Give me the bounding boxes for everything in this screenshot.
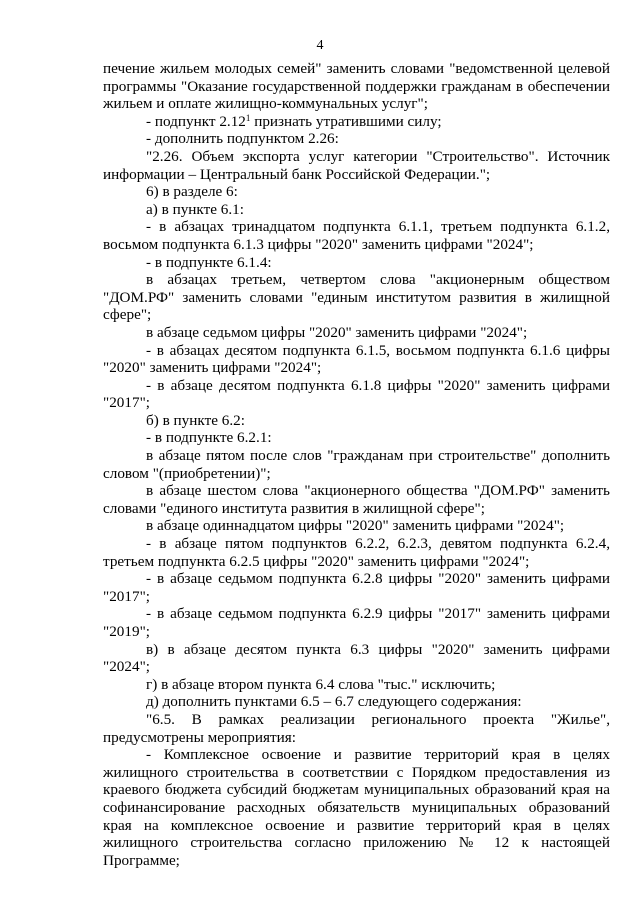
paragraph: в абзаце шестом слова "акционерного общества "ДОМ.РФ" заменить словами "единого института развития в жилищной сфере";: [103, 482, 610, 517]
paragraph: б) в пункте 6.2:: [146, 411, 245, 429]
paragraph: д) дополнить пунктами 6.5 – 6.7 следующего содержания:: [146, 693, 522, 711]
paragraph: в) в абзаце десятом пункта 6.3 цифры "2020" заменить цифрами "2024";: [103, 640, 610, 676]
paragraph: в абзацах третьем, четвертом слова "акционерным обществом "ДОМ.РФ" заменить словами "единым институтом развития в жилищной сфере";: [103, 271, 610, 324]
paragraph: - в абзацах десятом подпункта 6.1.5, восьмом подпункта 6.1.6 цифры "2020" заменить цифрами "2024";: [103, 341, 610, 377]
paragraph: - в подпункте 6.2.1:: [146, 429, 272, 447]
superscript-marker: 1: [245, 112, 251, 123]
paragraph-subclause-2-12-suffix: признать утратившими силу;: [250, 112, 442, 130]
paragraph: а) в пункте 6.1:: [146, 200, 244, 218]
paragraph: - в абзаце десятом подпункта 6.1.8 цифры "2020" заменить цифрами "2017";: [103, 376, 610, 412]
paragraph: "6.5. В рамках реализации регионального проекта "Жилье", предусмотрены мероприятия:: [103, 710, 610, 746]
paragraph-subclause-2-12: [103, 113, 610, 131]
paragraph: в абзаце пятом после слов "гражданам при строительстве" дополнить словом "(приобретении)";: [103, 447, 610, 482]
paragraph: - в абзаце седьмом подпункта 6.2.8 цифры "2020" заменить цифрами "2017";: [103, 570, 610, 605]
paragraph: - Комплексное освоение и развитие территорий края в целях жилищного строительства в соответствии с Порядком предоставления из краевого бюджета субсидий бюджетам муниципальных образований края на софинансирование расходных обязательств муниципальных образований края на комплексное освоение и развитие территорий края в целях жилищного строительства согласно приложению № 12 к настоящей Программе;: [103, 746, 610, 869]
paragraph: - в абзацах тринадцатом подпункта 6.1.1, третьем подпункта 6.1.2, восьмом подпункта 6.1.3 цифры "2020" заменить цифрами "2024";: [103, 218, 610, 253]
paragraph: в абзаце одиннадцатом цифры "2020" заменить цифрами "2024";: [146, 517, 565, 535]
paragraph: в абзаце седьмом цифры "2020" заменить цифрами "2024";: [146, 323, 528, 341]
paragraph: - дополнить подпунктом 2.26:: [146, 130, 339, 148]
paragraph: 6) в разделе 6:: [146, 183, 238, 201]
paragraph-subclause-2-12-prefix: - подпункт 2.12: [146, 112, 246, 130]
paragraph-continuation: печение жильем молодых семей" заменить словами "ведомственной целевой программы "Оказание государственной поддержки гражданам в обеспечении жильем и оплате жилищно-коммунальных услуг";: [103, 60, 610, 113]
paragraph: - в абзаце седьмом подпункта 6.2.9 цифры "2017" заменить цифрами "2019";: [103, 605, 610, 640]
paragraph: - в подпункте 6.1.4:: [146, 253, 272, 271]
paragraph: "2.26. Объем экспорта услуг категории "Строительство". Источник информации – Центральный банк Российской Федерации.";: [103, 147, 610, 183]
paragraph: г) в абзаце втором пункта 6.4 слова "тыс." исключить;: [146, 675, 496, 693]
paragraph: - в абзаце пятом подпунктов 6.2.2, 6.2.3, девятом подпункта 6.2.4, третьем подпункта 6.2.5 цифры "2020" заменить цифрами "2024";: [103, 535, 610, 570]
page-number: 4: [316, 38, 324, 53]
document-body: [103, 60, 610, 869]
